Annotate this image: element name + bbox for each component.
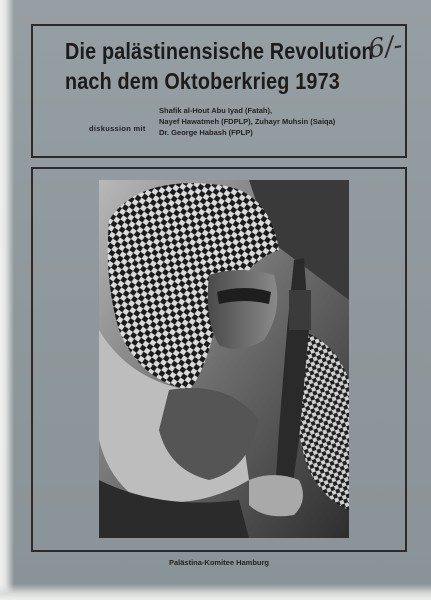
title-frame [31, 24, 407, 158]
handwritten-price-note: 6/- [366, 30, 405, 65]
participants-line-3: Dr. George Habash (FPLP) [159, 128, 253, 137]
cover-title [65, 36, 374, 96]
photo-frame [31, 167, 407, 567]
publisher-name: Palästina-Komitee Hamburg [168, 558, 270, 567]
cover-photo [99, 180, 349, 538]
title-line-2: nach dem Oktoberkrieg 1973 [65, 68, 340, 94]
fighter-photo-image [99, 180, 349, 538]
title-line-1: Die palästinensische Revolution [65, 38, 374, 64]
participants-list [159, 105, 335, 138]
participants-line-2: Nayef Hawatmeh (FDPLP), Zuhayr Muhsin (Saiqa) [159, 117, 336, 126]
participants-line-1: Shafik al-Hout Abu Iyad (Fatah), [159, 106, 273, 115]
discussion-label: diskussion mit [89, 124, 146, 133]
